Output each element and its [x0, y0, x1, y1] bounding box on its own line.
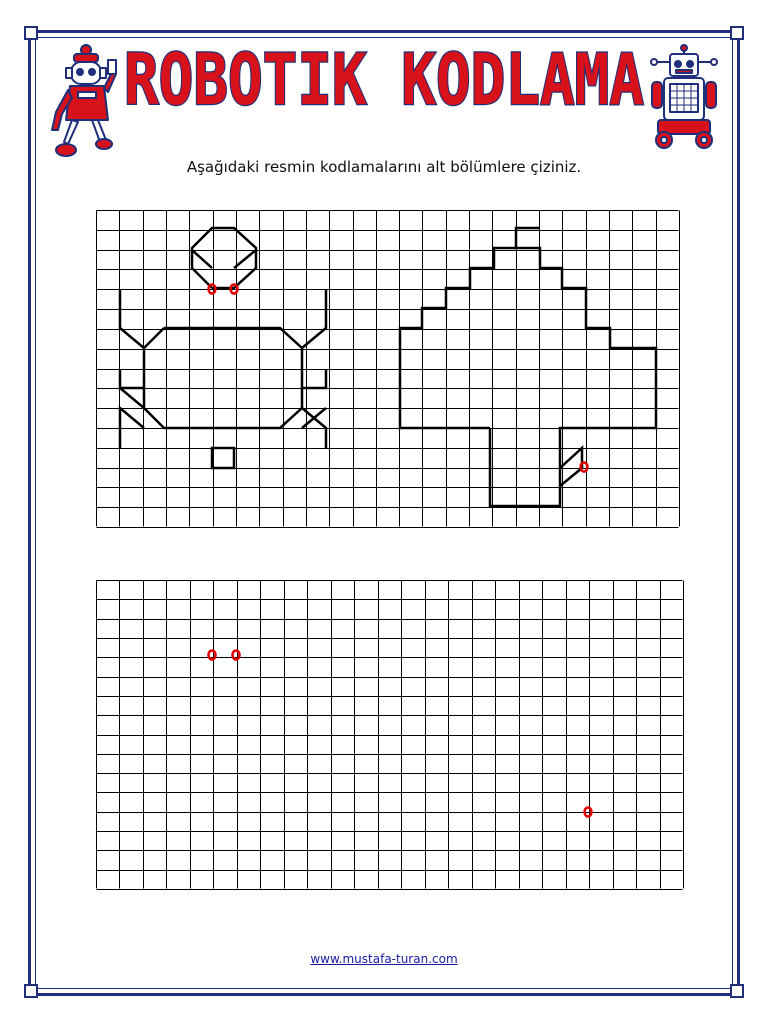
grid-lines [97, 211, 680, 528]
frame-corner-ornament [24, 26, 38, 40]
page-title-text: ROBOTIK KODLAMA [124, 39, 644, 121]
bug-body [144, 328, 302, 428]
website-link[interactable]: www.mustafa-turan.com [310, 952, 458, 966]
grid-lines [97, 581, 684, 890]
frame-corner-ornament [730, 984, 744, 998]
page-title [118, 40, 650, 120]
frame-corner-ornament [24, 984, 38, 998]
marker-circle [581, 463, 588, 472]
practice-drawing-grid[interactable] [96, 580, 684, 890]
frame-corner-ornament [730, 26, 744, 40]
instruction-text: Aşağıdaki resmin kodlamalarını alt bölümlere çiziniz. [186, 158, 582, 176]
example-drawing-grid [96, 210, 680, 528]
robot-left-icon [46, 42, 118, 162]
bug-antennae [192, 250, 256, 268]
bug-legs [120, 290, 326, 468]
marker-circle [233, 651, 240, 660]
marker-circle [209, 651, 216, 660]
footer [0, 952, 768, 966]
tree-trunk-detail [560, 448, 582, 486]
robot-right-icon [648, 44, 720, 152]
